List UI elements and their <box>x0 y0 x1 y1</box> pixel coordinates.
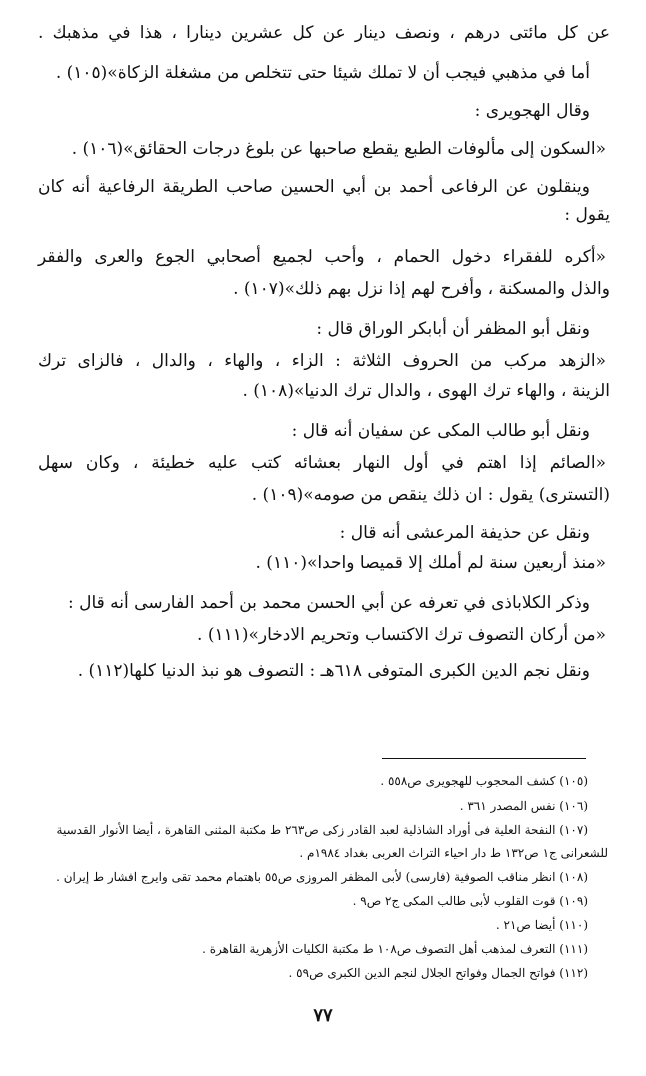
body-line-15: ونقل عن حذيفة المرعشى أنه قال : <box>339 523 590 543</box>
body-line-11: الزينة ، والهاء ترك الهوى ، والدال ترك الدنيا»(١٠٨) . <box>242 381 610 401</box>
footnote-106: (١٠٦) نفس المصدر ٣٦١ . <box>459 799 588 813</box>
footnote-110: (١١٠) أيضا ص٢١ . <box>495 918 588 932</box>
body-line-6: يقول : <box>564 205 610 225</box>
body-line-19: ونقل نجم الدين الكبرى المتوفى ٦١٨هـ : التصوف هو نبذ الدنيا كلها(١١٢) . <box>77 661 590 681</box>
body-line-12: ونقل أبو طالب المكى عن سفيان أنه قال : <box>291 421 590 441</box>
body-line-10: «الزهد مركب من الحروف الثلاثة : الزاء ، والهاء ، والدال ، فالزاى ترك <box>38 351 606 371</box>
body-line-16: «منذ أربعين سنة لم أملك إلا قميصا واحدا»(١١٠) . <box>255 553 606 573</box>
footnote-111: (١١١) التعرف لمذهب أهل التصوف ص١٠٨ ط مكتبة الكليات الأزهرية القاهرة . <box>202 942 588 956</box>
footnote-108: (١٠٨) انظر مناقب الصوفية (فارسى) لأبى المظفر المروزى ص٥٥ باهتمام محمد تقى وايرج افشار ط إيران . <box>56 870 588 884</box>
footnote-105: (١٠٥) كشف المحجوب للهجويرى ص٥٥٨ . <box>380 774 588 788</box>
body-line-14: (التسترى) يقول : ان ذلك ينقص من صومه»(١٠٩) . <box>251 485 610 505</box>
body-line-4: «السكون إلى مألوفات الطبع يقطع صاحبها عن بلوغ درجات الحقائق»(١٠٦) . <box>71 139 606 159</box>
body-line-9: ونقل أبو المظفر أن أبابكر الوراق قال : <box>316 319 590 339</box>
body-line-2: أما في مذهبي فيجب أن لا تملك شيئا حتى تتخلص من مشغلة الزكاة»(١٠٥) . <box>55 63 590 83</box>
body-line-7: «أكره للفقراء دخول الحمام ، وأحب لجميع أصحابي الجوع والعرى والفقر <box>38 247 606 267</box>
body-line-8: والذل والمسكنة ، وأفرح لهم إذا نزل بهم ذلك»(١٠٧) . <box>233 279 610 299</box>
page-number: ٧٧ <box>313 1005 333 1026</box>
body-line-18: «من أركان التصوف ترك الاكتساب وتحريم الادخار»(١١١) . <box>197 625 606 645</box>
footnote-109: (١٠٩) قوت القلوب لأبى طالب المكى ج٢ ص٩ . <box>352 894 588 908</box>
body-line-5: وينقلون عن الرفاعى أحمد بن أبي الحسين صاحب الطريقة الرفاعية أنه كان <box>38 177 590 197</box>
body-line-17: وذكر الكلاباذى في تعرفه عن أبي الحسن محمد بن أحمد الفارسى أنه قال : <box>67 593 590 613</box>
footnote-separator <box>382 758 586 759</box>
body-line-3: وقال الهجويرى : <box>474 101 590 121</box>
body-line-1: عن كل مائتى درهم ، ونصف دينار عن كل عشرين دينارا ، هذا في مذهبك . <box>38 23 610 43</box>
footnote-107-cont: للشعرانى ج١ ص١٣٢ ط دار احياء التراث العربى بغداد ١٩٨٤م . <box>299 846 608 860</box>
footnote-107: (١٠٧) النفحة العلية فى أوراد الشاذلية لعبد القادر زكى ص٢٦٣ ط مكتبة المثنى القاهرة ، أيضا الأنوار القدسية <box>56 823 588 837</box>
footnote-112: (١١٢) فواتح الجمال وفواتح الجلال لنجم الدين الكبرى ص٥٩ . <box>288 966 588 980</box>
body-line-13: «الصائم إذا اهتم في أول النهار بعشائه كتب عليه خطيئة ، وكان سهل <box>38 453 606 473</box>
